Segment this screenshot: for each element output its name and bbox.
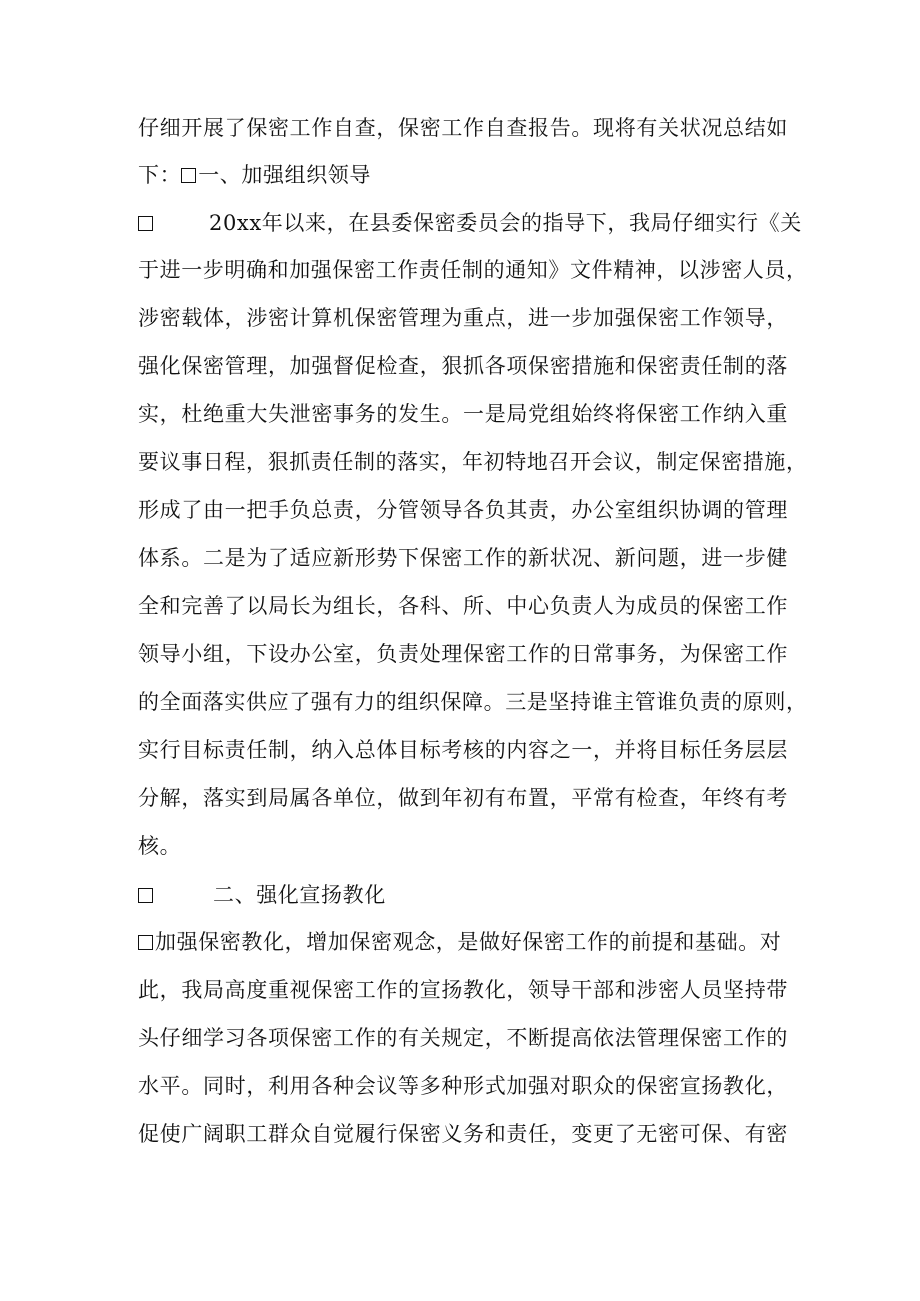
section-heading: 一、加强组织领导 bbox=[198, 163, 372, 187]
text-line: 于进一步明确和加强保密工作责任制的通知》文件精神，以涉密人员， bbox=[138, 258, 808, 282]
text-line: 头仔细学习各项保密工作的有关规定，不断提高依法管理保密工作的 bbox=[138, 1026, 788, 1050]
text-line: 水平。同时，利用各种会议等多种形式加强对职众的保密宣扬教化， bbox=[138, 1074, 788, 1098]
text-line: 全和完善了以局长为组长，各科、所、中心负责人为成员的保密工作 bbox=[138, 594, 788, 618]
checkbox-glyph-icon bbox=[138, 888, 153, 903]
text-line: 涉密载体，涉密计算机保密管理为重点，进一步加强保密工作领导， bbox=[138, 306, 788, 330]
text-line bbox=[138, 880, 788, 910]
text-segment: 下： bbox=[138, 163, 182, 187]
checkbox-glyph-icon bbox=[138, 935, 153, 950]
text-segment: 20xx年以来，在县委保密委员会的指导下，我局仔细实行《关 bbox=[209, 211, 802, 235]
text-line: 的全面落实供应了强有力的组织保障。三是坚持谁主管谁负责的原则， bbox=[138, 690, 808, 714]
text-line: 促使广阔职工群众自觉履行保密义务和责任，变更了无密可保、有密 bbox=[138, 1122, 788, 1146]
text-line: 核。 bbox=[138, 834, 182, 858]
text-line bbox=[138, 927, 788, 957]
text-line: 强化保密管理，加强督促检查，狠抓各项保密措施和保密责任制的落 bbox=[138, 354, 788, 378]
text-line bbox=[138, 160, 788, 190]
text-line: 领导小组，下设办公室，负责处理保密工作的日常事务，为保密工作 bbox=[138, 642, 788, 666]
text-line: 分解，落实到局属各单位，做到年初有布置，平常有检查，年终有考 bbox=[138, 786, 788, 810]
text-line: 此，我局高度重视保密工作的宣扬教化，领导干部和涉密人员坚持带 bbox=[138, 978, 788, 1002]
section-heading: 二、强化宣扬教化 bbox=[213, 883, 386, 907]
text-line: 体系。二是为了适应新形势下保密工作的新状况、新问题，进一步健 bbox=[138, 546, 788, 570]
checkbox-glyph-icon bbox=[181, 168, 196, 183]
text-line: 要议事日程，狠抓责任制的落实，年初特地召开会议，制定保密措施， bbox=[138, 450, 808, 474]
checkbox-glyph-icon bbox=[138, 216, 153, 231]
text-line bbox=[138, 208, 802, 238]
text-line: 形成了由一把手负总责，分管领导各负其责，办公室组织协调的管理 bbox=[138, 498, 788, 522]
text-line: 仔细开展了保密工作自查，保密工作自查报告。现将有关状况总结如 bbox=[138, 116, 788, 140]
text-line: 实，杜绝重大失泄密事务的发生。一是局党组始终将保密工作纳入重 bbox=[138, 402, 788, 426]
text-segment: 加强保密教化，增加保密观念，是做好保密工作的前提和基础。对 bbox=[155, 930, 782, 954]
text-line: 实行目标责任制，纳入总体目标考核的内容之一，并将目标任务层层 bbox=[138, 738, 788, 762]
